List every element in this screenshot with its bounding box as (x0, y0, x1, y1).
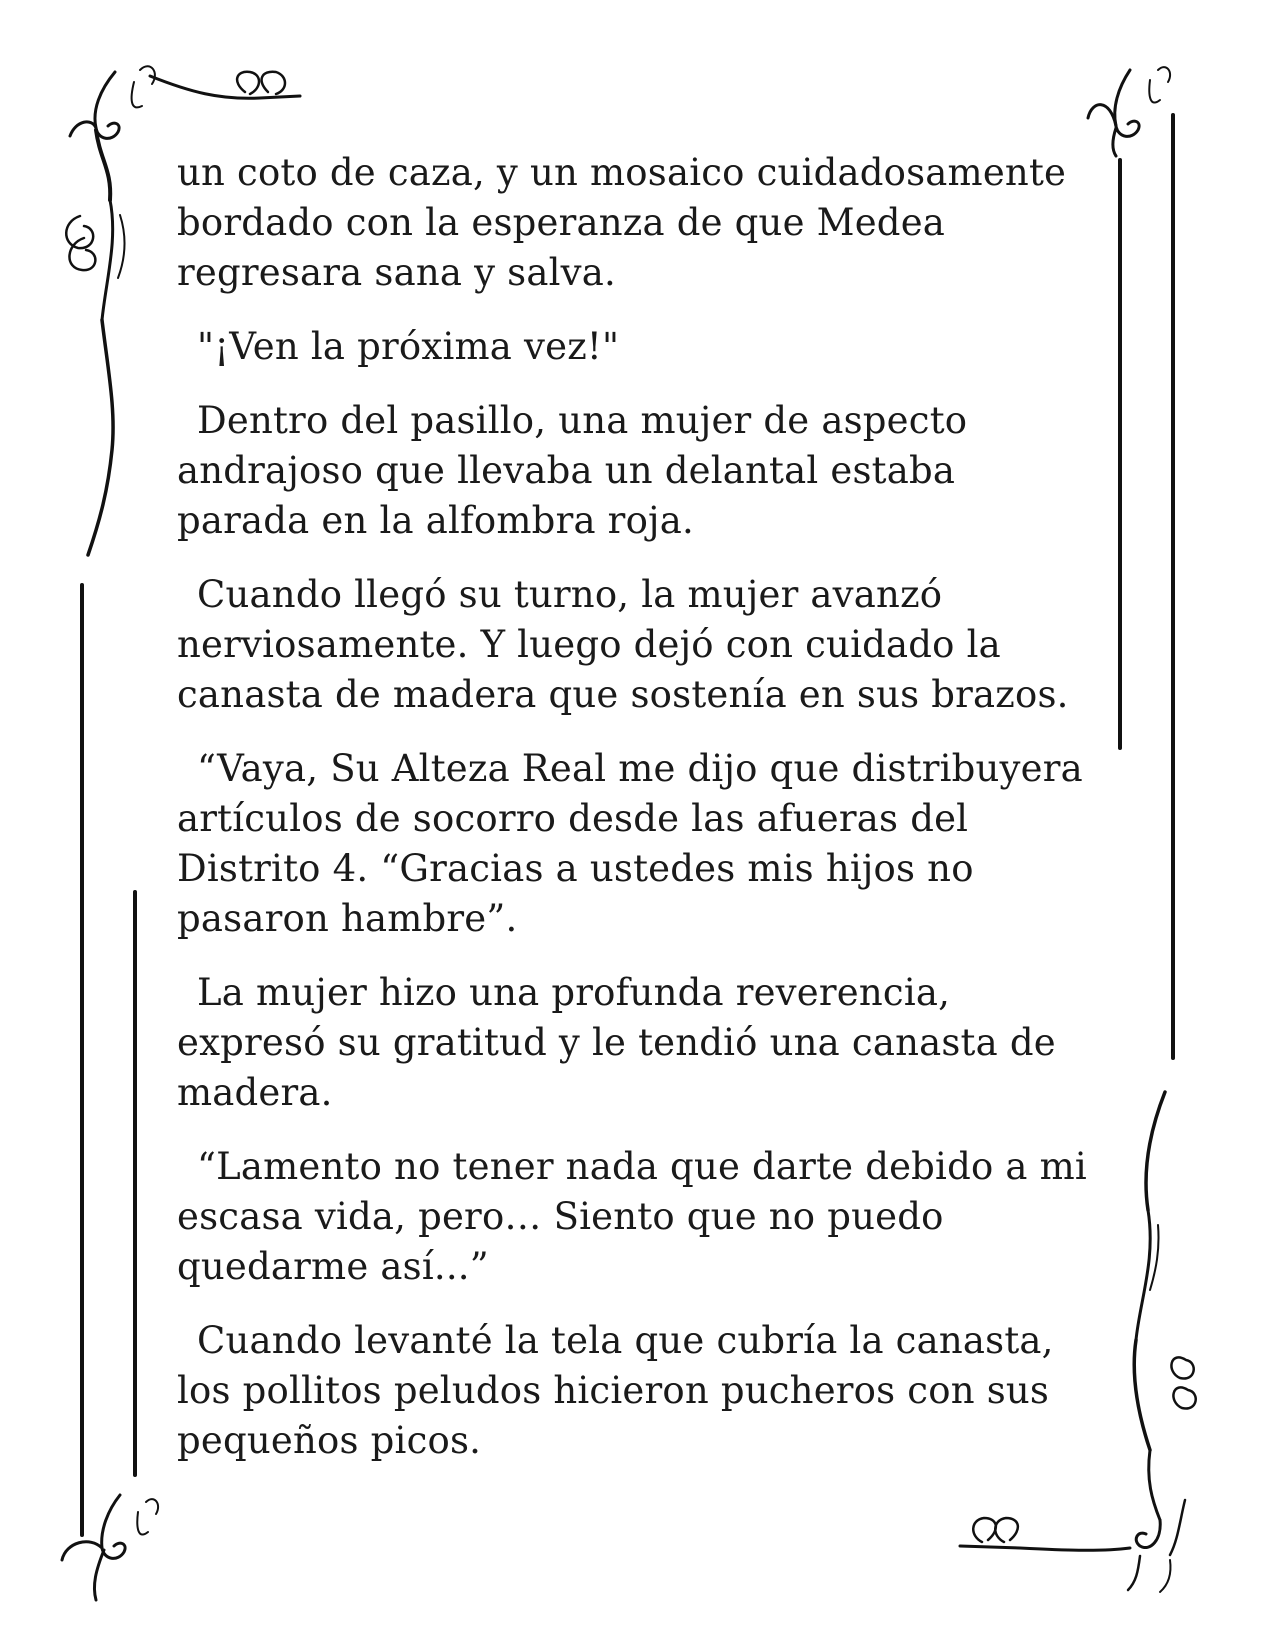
paragraph: “Vaya, Su Alteza Real me dijo que distribuyera artículos de socorro desde las afueras del Distrito 4. “Gracias a ustedes mis hijos no pasaron hambre”. (177, 747, 1083, 940)
bottom-left-flourish-icon (62, 1495, 158, 1600)
paragraph: un coto de caza, y un mosaico cuidadosamente bordado con la esperanza de que Medea regresara sana y salva. (177, 151, 1067, 294)
top-right-flourish-icon (1088, 67, 1170, 156)
paragraph: "¡Ven la próxima vez!" (197, 325, 620, 368)
paragraph: “Lamento no tener nada que darte debido a mi escasa vida, pero… Siento que no puedo quedarme así...” (177, 1145, 1087, 1288)
paragraph: Cuando levanté la tela que cubría la canasta, los pollitos peludos hicieron pucheros con sus pequeños picos. (177, 1319, 1054, 1462)
paragraph: Cuando llegó su turno, la mujer avanzó nerviosamente. Y luego dejó con cuidado la canasta de madera que sostenía en sus brazos. (177, 573, 1069, 716)
paragraph: La mujer hizo una profunda reverencia, expresó su gratitud y le tendió una canasta de madera. (177, 971, 1056, 1114)
story-text (177, 148, 1087, 1490)
paragraph: Dentro del pasillo, una mujer de aspecto andrajoso que llevaba un delantal estaba parada en la alfombra roja. (177, 399, 968, 542)
